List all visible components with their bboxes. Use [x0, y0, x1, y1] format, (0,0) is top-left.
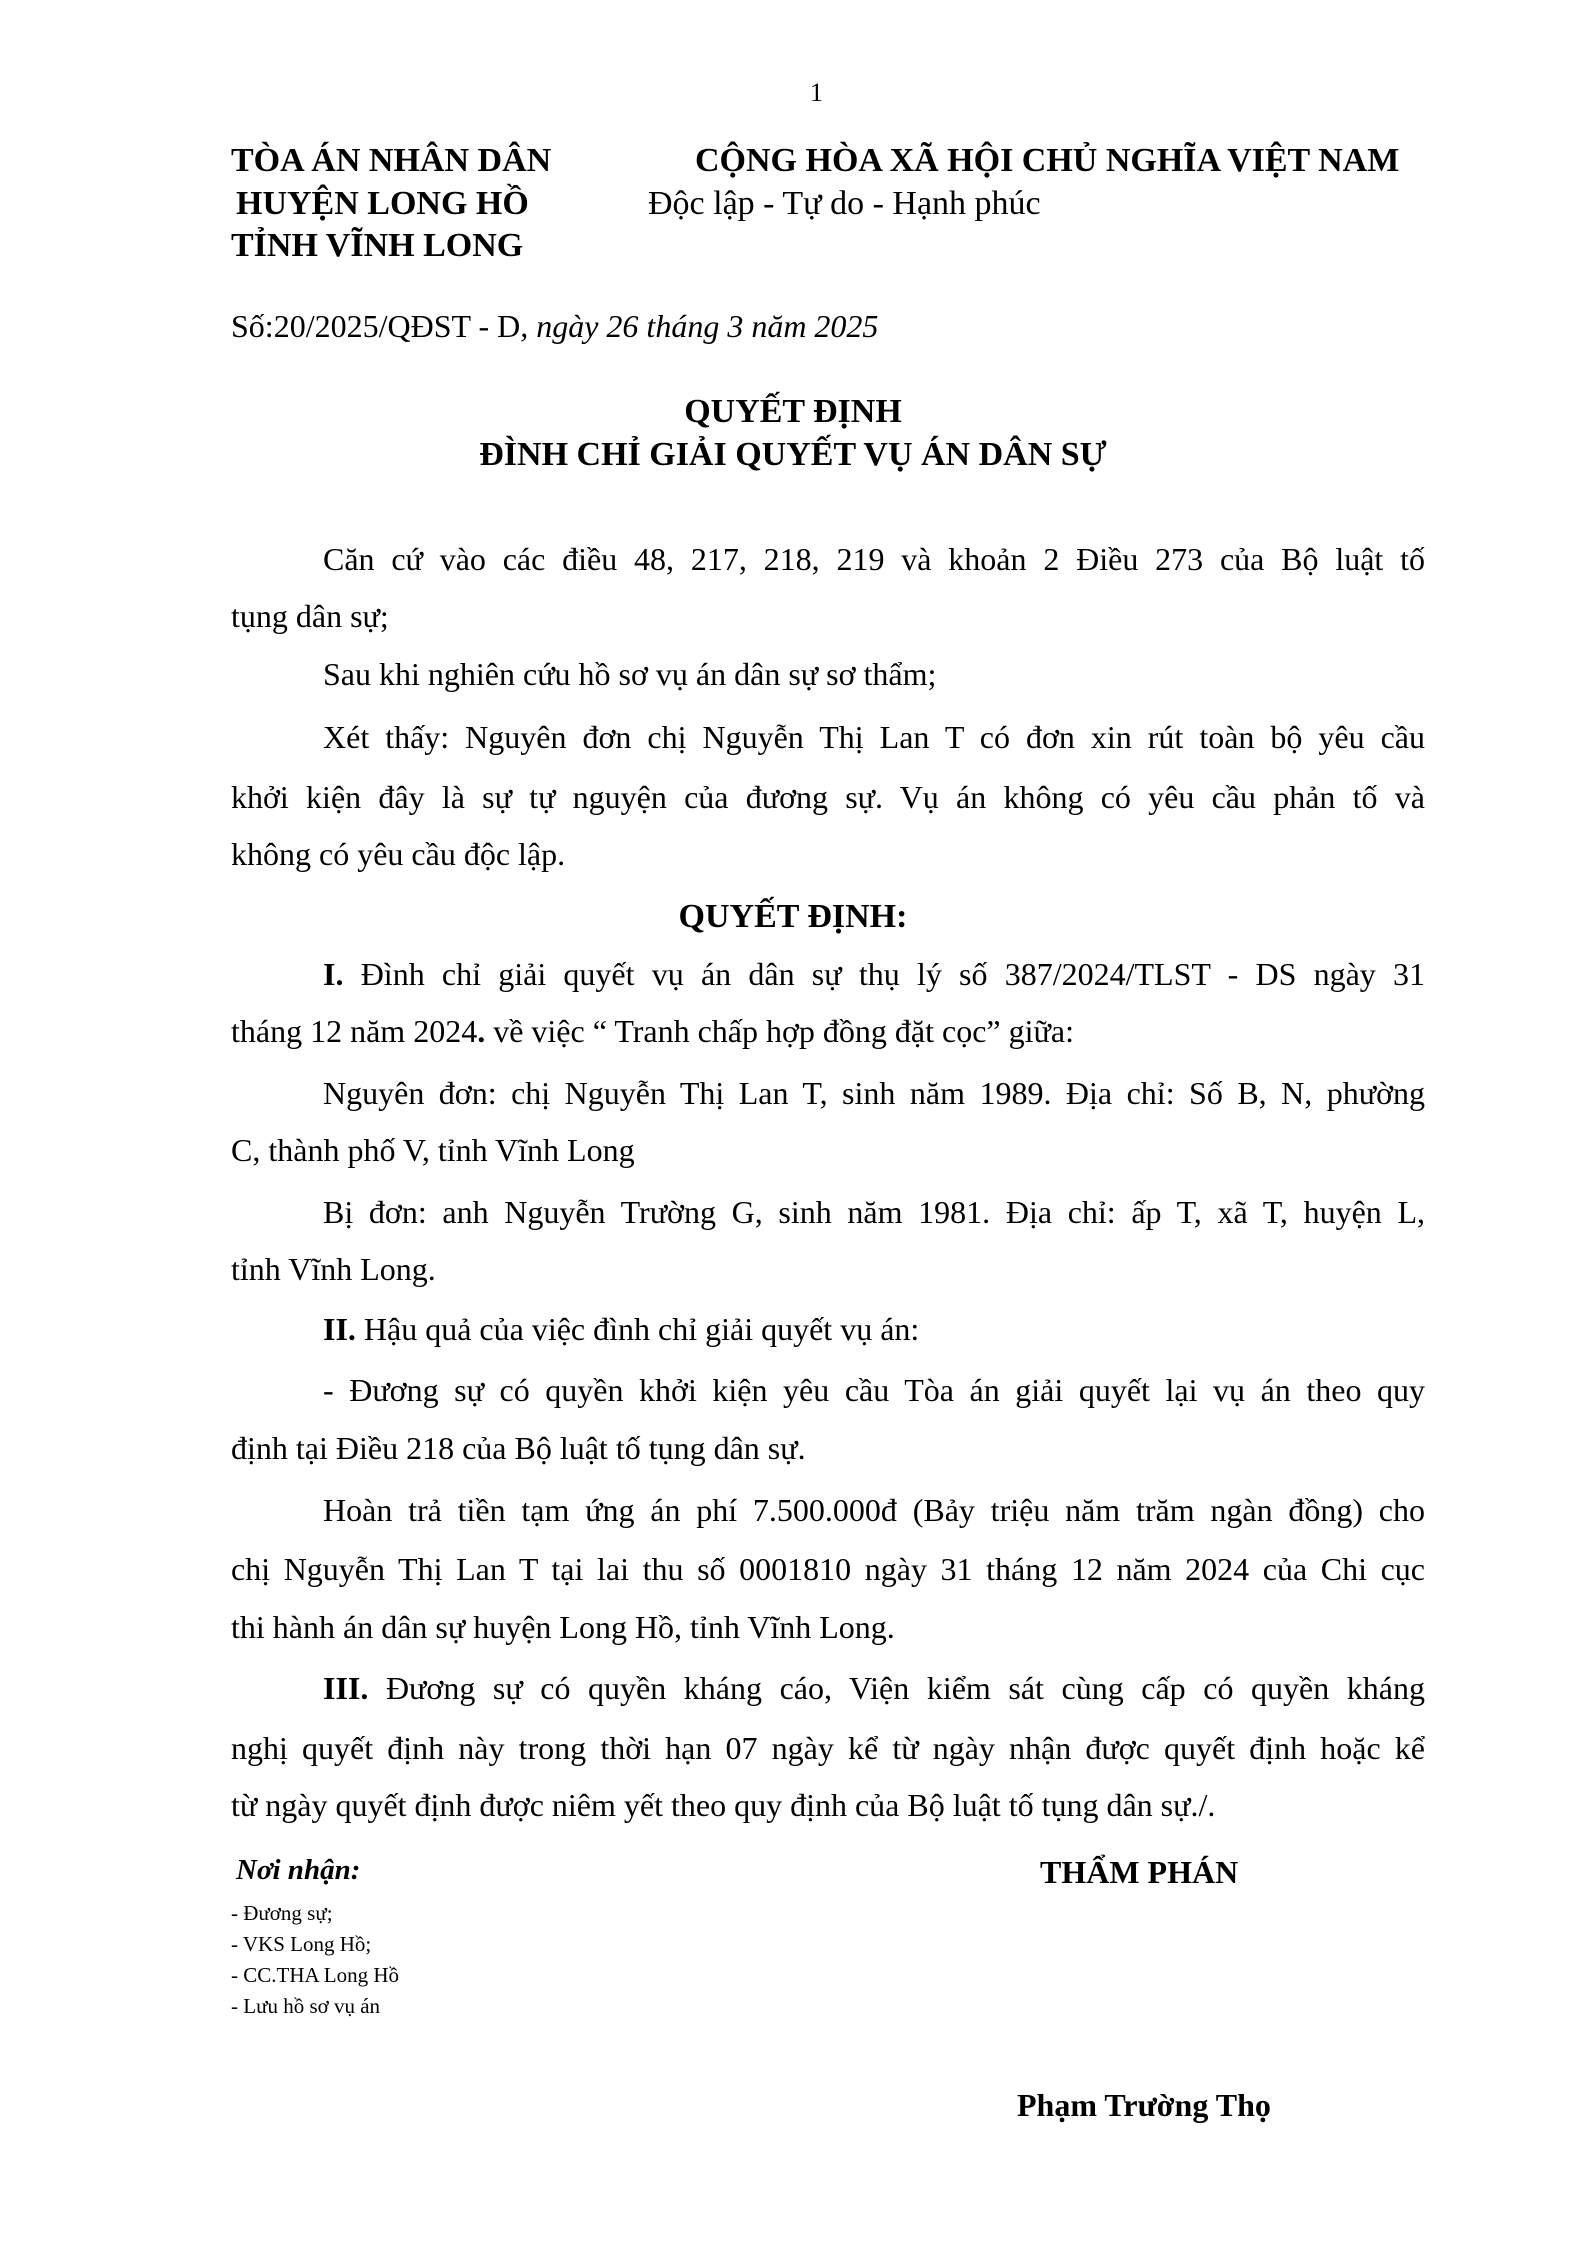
- signature-name: Phạm Trường Thọ: [1017, 2087, 1271, 2123]
- preamble-finding-line1: Xét thấy: Nguyên đơn chị Nguyễn Thị Lan T có đơn xin rút toàn bộ yêu cầu: [323, 719, 1425, 755]
- section-3-line2: nghị quyết định này trong thời hạn 07 ngày kể từ ngày nhận được quyết định hoặc kể: [231, 1730, 1425, 1766]
- document-date: , ngày 26 tháng 3 năm 2025: [520, 308, 879, 344]
- decision-heading: QUYẾT ĐỊNH:: [678, 898, 908, 935]
- section-1-line1: [323, 956, 1425, 993]
- plaintiff-line1: Nguyên đơn: chị Nguyễn Thị Lan T, sinh năm 1989. Địa chỉ: Số B, N, phường: [323, 1075, 1425, 1111]
- section-1-date: tháng 12 năm 2024: [231, 1013, 478, 1049]
- recipient-item: - VKS Long Hồ;: [231, 1932, 372, 1956]
- court-name-line3: TỈNH VĨNH LONG: [231, 227, 524, 264]
- section-2-right-line1: - Đương sự có quyền khởi kiện yêu cầu Tòa án giải quyết lại vụ án theo quy: [323, 1372, 1425, 1408]
- preamble-finding-line3: không có yêu cầu độc lập.: [231, 836, 566, 872]
- section-1-subject: về việc “ Tranh chấp hợp đồng đặt cọc” giữa:: [485, 1013, 1074, 1049]
- recipient-item: - Đương sự;: [231, 1901, 333, 1925]
- section-3-line1: III. Đương sự có quyền kháng cáo, Viện kiểm sát cùng cấp có quyền kháng: [323, 1670, 1426, 1706]
- defendant-line1: Bị đơn: anh Nguyễn Trường G, sinh năm 1981. Địa chỉ: ấp T, xã T, huyện L,: [323, 1194, 1425, 1230]
- section-2-heading: II. Hậu quả của việc đình chỉ giải quyết vụ án:: [323, 1311, 920, 1347]
- section-2-refund-line3: thi hành án dân sự huyện Long Hồ, tỉnh Vĩnh Long.: [231, 1609, 895, 1645]
- recipients-title: Nơi nhận:: [236, 1854, 361, 1886]
- plaintiff-line2: C, thành phố V, tỉnh Vĩnh Long: [231, 1132, 635, 1168]
- document-reference: [231, 308, 878, 345]
- preamble-finding-line2: khởi kiện đây là sự tự nguyện của đương sự. Vụ án không có yêu cầu phản tố và: [231, 779, 1425, 815]
- section-2-refund-line1: Hoàn trả tiền tạm ứng án phí 7.500.000đ (Bảy triệu năm trăm ngàn đồng) cho: [323, 1492, 1425, 1528]
- section-1-text: Đình chỉ giải quyết vụ án dân sự thụ lý số 387/2024/TLST - DS ngày 31: [360, 956, 1426, 992]
- section-2-right-line2: định tại Điều 218 của Bộ luật tố tụng dân sự.: [231, 1430, 806, 1466]
- section-3-label: III.: [323, 1670, 369, 1706]
- national-motto: Độc lập - Tự do - Hạnh phúc: [648, 185, 1041, 222]
- court-name-line1: TÒA ÁN NHÂN DÂN: [231, 142, 552, 179]
- section-2-label: II.: [323, 1311, 356, 1347]
- recipient-item: - Lưu hồ sơ vụ án: [231, 1994, 381, 2018]
- recipient-item: - CC.THA Long Hồ: [231, 1963, 399, 1987]
- section-1-line2: tháng 12 năm 2024. về việc “ Tranh chấp hợp đồng đặt cọc” giữa:: [231, 1013, 1074, 1049]
- document-subtitle: ĐÌNH CHỈ GIẢI QUYẾT VỤ ÁN DÂN SỰ: [479, 436, 1107, 473]
- section-2-refund-line2: chị Nguyễn Thị Lan T tại lai thu số 0001810 ngày 31 tháng 12 năm 2024 của Chi cục: [231, 1551, 1425, 1587]
- section-3-line3: từ ngày quyết định được niêm yết theo quy định của Bộ luật tố tụng dân sự./.: [231, 1787, 1216, 1823]
- signature-role: THẨM PHÁN: [1040, 1854, 1239, 1890]
- court-name-line2: HUYỆN LONG HỒ: [236, 185, 529, 222]
- preamble-review: Sau khi nghiên cứu hồ sơ vụ án dân sự sơ thẩm;: [323, 656, 937, 692]
- document-number: Số:20/2025/QĐST - D: [231, 308, 521, 344]
- page-number: 1: [810, 78, 823, 107]
- preamble-legal-basis-line2: tụng dân sự;: [231, 598, 389, 634]
- national-title: CỘNG HÒA XÃ HỘI CHỦ NGHĨA VIỆT NAM: [695, 142, 1400, 179]
- document-title: QUYẾT ĐỊNH: [684, 393, 902, 430]
- preamble-legal-basis-line1: Căn cứ vào các điều 48, 217, 218, 219 và khoản 2 Điều 273 của Bộ luật tố: [323, 541, 1425, 577]
- defendant-line2: tỉnh Vĩnh Long.: [231, 1251, 436, 1287]
- section-1-label: I.: [323, 956, 344, 992]
